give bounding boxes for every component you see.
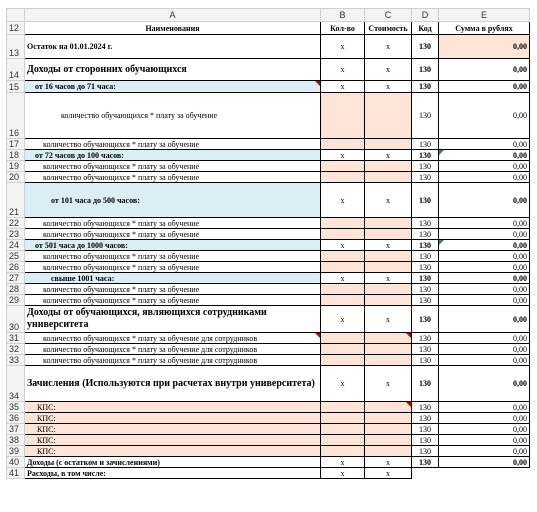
- qty-cell[interactable]: x: [321, 366, 365, 402]
- table-row: [7, 251, 530, 262]
- cost-cell[interactable]: [365, 161, 412, 172]
- table-row: [7, 93, 530, 139]
- qty-cell[interactable]: [321, 413, 365, 424]
- qty-cell[interactable]: [321, 402, 365, 413]
- cost-cell[interactable]: [365, 355, 412, 366]
- row-name-cell[interactable]: Доходы от сторонних обучающихся: [25, 59, 321, 81]
- qty-cell[interactable]: [321, 333, 365, 344]
- sum-cell[interactable]: 0,00: [439, 366, 530, 402]
- sum-cell[interactable]: 0,00: [439, 139, 530, 150]
- qty-cell[interactable]: x: [321, 59, 365, 81]
- row-number[interactable]: 32: [7, 344, 25, 355]
- table-row: [7, 59, 530, 81]
- column-header-a[interactable]: A: [25, 9, 321, 22]
- row-number[interactable]: 28: [7, 284, 25, 295]
- table-row: [7, 366, 530, 402]
- column-header-b[interactable]: B: [321, 9, 365, 22]
- table-row: [7, 344, 530, 355]
- code-cell[interactable]: 130: [412, 284, 439, 295]
- qty-cell[interactable]: [321, 161, 365, 172]
- cost-cell[interactable]: [365, 344, 412, 355]
- row-number[interactable]: 18: [7, 150, 25, 161]
- sum-cell[interactable]: 0,00: [439, 172, 530, 183]
- code-cell[interactable]: 130: [412, 183, 439, 218]
- table-row: [7, 183, 530, 218]
- budget-table: [6, 8, 530, 479]
- sum-cell[interactable]: 0,00: [439, 183, 530, 218]
- code-cell[interactable]: 130: [412, 333, 439, 344]
- row-number[interactable]: 30: [7, 306, 25, 333]
- sum-cell[interactable]: 0,00: [439, 35, 530, 59]
- sum-cell[interactable]: 0,00: [439, 333, 530, 344]
- cost-cell[interactable]: x: [365, 183, 412, 218]
- cost-cell[interactable]: [365, 93, 412, 139]
- cost-cell[interactable]: x: [365, 35, 412, 59]
- select-all-corner[interactable]: [7, 9, 25, 22]
- cost-cell[interactable]: [365, 435, 412, 446]
- sum-cell[interactable]: 0,00: [439, 424, 530, 435]
- column-header-d[interactable]: D: [412, 9, 439, 22]
- qty-cell[interactable]: [321, 251, 365, 262]
- sum-cell[interactable]: [439, 468, 530, 479]
- row-number[interactable]: 17: [7, 139, 25, 150]
- header-sum-cell[interactable]: Сумма в рублях: [439, 22, 530, 35]
- qty-cell[interactable]: x: [321, 240, 365, 251]
- table-row: [7, 273, 530, 284]
- row-name-cell[interactable]: количество обучающихся * плату за обучение для сотрудников: [25, 333, 321, 344]
- row-name-cell[interactable]: свыше 1001 часа:: [25, 273, 321, 284]
- cost-cell[interactable]: [365, 172, 412, 183]
- table-row: [7, 435, 530, 446]
- code-cell[interactable]: 130: [412, 240, 439, 251]
- table-row: [7, 161, 530, 172]
- qty-cell[interactable]: x: [321, 306, 365, 333]
- header-cost-cell[interactable]: Стоимость: [365, 22, 412, 35]
- sum-cell[interactable]: 0,00: [439, 435, 530, 446]
- qty-cell[interactable]: x: [321, 457, 365, 468]
- row-name-cell[interactable]: КПС:: [25, 435, 321, 446]
- sum-cell[interactable]: 0,00: [439, 446, 530, 457]
- qty-cell[interactable]: [321, 262, 365, 273]
- code-cell[interactable]: 130: [412, 424, 439, 435]
- sum-cell[interactable]: 0,00: [439, 457, 530, 468]
- cost-cell[interactable]: [365, 402, 412, 413]
- table-row: [7, 150, 530, 161]
- cost-cell[interactable]: x: [365, 366, 412, 402]
- qty-cell[interactable]: [321, 424, 365, 435]
- table-row: [7, 413, 530, 424]
- qty-cell[interactable]: [321, 139, 365, 150]
- header-name-cell[interactable]: Наименования: [25, 22, 321, 35]
- qty-cell[interactable]: x: [321, 81, 365, 93]
- row-name-cell[interactable]: от 16 часов до 71 часа:: [25, 81, 321, 93]
- row-number[interactable]: 37: [7, 424, 25, 435]
- sum-cell[interactable]: 0,00: [439, 93, 530, 139]
- column-header-row: [7, 9, 530, 22]
- row-number[interactable]: 20: [7, 172, 25, 183]
- code-cell[interactable]: 130: [412, 35, 439, 59]
- cost-cell[interactable]: [365, 229, 412, 240]
- table-row: [7, 457, 530, 468]
- sum-cell[interactable]: 0,00: [439, 150, 530, 161]
- sum-cell[interactable]: 0,00: [439, 229, 530, 240]
- qty-cell[interactable]: [321, 435, 365, 446]
- row-name-cell[interactable]: количество обучающихся * плату за обучение для сотрудников: [25, 355, 321, 366]
- sum-cell[interactable]: 0,00: [439, 344, 530, 355]
- row-name-cell[interactable]: количество обучающихся * плату за обучение: [25, 251, 321, 262]
- code-cell[interactable]: 130: [412, 150, 439, 161]
- cost-cell[interactable]: [365, 218, 412, 229]
- qty-cell[interactable]: x: [321, 35, 365, 59]
- qty-cell[interactable]: [321, 446, 365, 457]
- code-cell[interactable]: 130: [412, 306, 439, 333]
- column-header-e[interactable]: E: [439, 9, 530, 22]
- sum-cell[interactable]: 0,00: [439, 59, 530, 81]
- qty-cell[interactable]: [321, 93, 365, 139]
- row-name-cell[interactable]: количество обучающихся * плату за обучение: [25, 295, 321, 306]
- row-number[interactable]: 31: [7, 333, 25, 344]
- cost-cell[interactable]: x: [365, 306, 412, 333]
- sum-cell[interactable]: 0,00: [439, 402, 530, 413]
- code-cell[interactable]: 130: [412, 262, 439, 273]
- row-number[interactable]: 41: [7, 468, 25, 479]
- table-row: [7, 262, 530, 273]
- table-row: [7, 424, 530, 435]
- row-number[interactable]: 34: [7, 366, 25, 402]
- code-cell[interactable]: 130: [412, 457, 439, 468]
- sum-cell[interactable]: 0,00: [439, 284, 530, 295]
- sum-cell[interactable]: 0,00: [439, 295, 530, 306]
- cost-cell[interactable]: [365, 284, 412, 295]
- row-number[interactable]: 22: [7, 218, 25, 229]
- cost-cell[interactable]: [365, 446, 412, 457]
- code-cell[interactable]: 130: [412, 435, 439, 446]
- row-number[interactable]: 14: [7, 59, 25, 81]
- sum-cell[interactable]: 0,00: [439, 306, 530, 333]
- table-header-row: [7, 22, 530, 35]
- table-row: [7, 35, 530, 59]
- cost-cell[interactable]: x: [365, 81, 412, 93]
- sum-cell[interactable]: 0,00: [439, 262, 530, 273]
- row-number[interactable]: 24: [7, 240, 25, 251]
- row-name-cell[interactable]: количество обучающихся * плату за обучение: [25, 139, 321, 150]
- code-cell[interactable]: 130: [412, 93, 439, 139]
- table-row: [7, 295, 530, 306]
- row-number[interactable]: 13: [7, 35, 25, 59]
- row-name-cell[interactable]: от 501 часа до 1000 часов:: [25, 240, 321, 251]
- row-name-cell[interactable]: от 101 часа до 500 часов:: [25, 183, 321, 218]
- row-name-cell[interactable]: количество обучающихся * плату за обучение: [25, 93, 321, 139]
- code-cell[interactable]: 130: [412, 344, 439, 355]
- row-name-cell[interactable]: КПС:: [25, 402, 321, 413]
- row-name-cell[interactable]: Расходы, в том числе:: [25, 468, 321, 479]
- code-cell[interactable]: 130: [412, 172, 439, 183]
- table-row: [7, 229, 530, 240]
- spreadsheet: [6, 8, 530, 479]
- code-cell[interactable]: 130: [412, 218, 439, 229]
- table-row: [7, 81, 530, 93]
- code-cell[interactable]: 130: [412, 273, 439, 284]
- row-name-cell[interactable]: количество обучающихся * плату за обучение: [25, 229, 321, 240]
- row-number[interactable]: 36: [7, 413, 25, 424]
- row-name-cell[interactable]: от 72 часов до 100 часов:: [25, 150, 321, 161]
- header-code-cell[interactable]: Код: [412, 22, 439, 35]
- sum-cell[interactable]: 0,00: [439, 273, 530, 284]
- qty-cell[interactable]: x: [321, 150, 365, 161]
- cost-cell[interactable]: [365, 295, 412, 306]
- cost-cell[interactable]: [365, 333, 412, 344]
- row-name-cell[interactable]: количество обучающихся * плату за обучение: [25, 161, 321, 172]
- qty-cell[interactable]: [321, 284, 365, 295]
- table-row: [7, 333, 530, 344]
- row-name-cell[interactable]: количество обучающихся * плату за обучение: [25, 218, 321, 229]
- table-row: [7, 446, 530, 457]
- table-row: [7, 240, 530, 251]
- table-row: [7, 468, 530, 479]
- row-number[interactable]: 39: [7, 446, 25, 457]
- cost-cell[interactable]: x: [365, 240, 412, 251]
- cost-cell[interactable]: x: [365, 150, 412, 161]
- cost-cell[interactable]: [365, 262, 412, 273]
- sum-cell[interactable]: 0,00: [439, 81, 530, 93]
- row-number[interactable]: 27: [7, 273, 25, 284]
- sum-cell[interactable]: 0,00: [439, 355, 530, 366]
- row-number[interactable]: 26: [7, 262, 25, 273]
- sum-cell[interactable]: 0,00: [439, 218, 530, 229]
- qty-cell[interactable]: [321, 355, 365, 366]
- row-number[interactable]: 19: [7, 161, 25, 172]
- qty-cell[interactable]: [321, 344, 365, 355]
- row-number[interactable]: 16: [7, 93, 25, 139]
- code-cell[interactable]: 130: [412, 355, 439, 366]
- cost-cell[interactable]: x: [365, 59, 412, 81]
- cost-cell[interactable]: [365, 251, 412, 262]
- table-row: [7, 218, 530, 229]
- code-cell[interactable]: 130: [412, 413, 439, 424]
- qty-cell[interactable]: [321, 172, 365, 183]
- qty-cell[interactable]: [321, 229, 365, 240]
- row-number[interactable]: 29: [7, 295, 25, 306]
- row-name-cell[interactable]: количество обучающихся * плату за обучение: [25, 172, 321, 183]
- code-cell[interactable]: 130: [412, 59, 439, 81]
- sum-cell[interactable]: 0,00: [439, 161, 530, 172]
- code-cell[interactable]: 130: [412, 402, 439, 413]
- row-number[interactable]: 33: [7, 355, 25, 366]
- row-name-cell[interactable]: Зачисления (Используются при расчетах внутри университета): [25, 366, 321, 402]
- code-cell[interactable]: 130: [412, 295, 439, 306]
- qty-cell[interactable]: [321, 295, 365, 306]
- row-name-cell[interactable]: КПС:: [25, 424, 321, 435]
- qty-cell[interactable]: x: [321, 468, 365, 479]
- sum-cell[interactable]: 0,00: [439, 240, 530, 251]
- column-header-c[interactable]: C: [365, 9, 412, 22]
- code-cell[interactable]: 130: [412, 81, 439, 93]
- qty-cell[interactable]: x: [321, 183, 365, 218]
- cost-cell[interactable]: [365, 413, 412, 424]
- code-cell[interactable]: 130: [412, 229, 439, 240]
- row-number[interactable]: 21: [7, 183, 25, 218]
- qty-cell[interactable]: [321, 218, 365, 229]
- table-row: [7, 172, 530, 183]
- row-number[interactable]: 38: [7, 435, 25, 446]
- code-cell[interactable]: 130: [412, 446, 439, 457]
- table-row: [7, 139, 530, 150]
- row-name-cell[interactable]: КПС:: [25, 446, 321, 457]
- row-name-cell[interactable]: Доходы от обучающихся, являющихся сотрудниками университета: [25, 306, 321, 333]
- row-name-cell[interactable]: количество обучающихся * плату за обучение: [25, 284, 321, 295]
- cost-cell[interactable]: x: [365, 273, 412, 284]
- row-number[interactable]: 15: [7, 81, 25, 93]
- cost-cell[interactable]: [365, 424, 412, 435]
- qty-cell[interactable]: x: [321, 273, 365, 284]
- code-cell[interactable]: 130: [412, 139, 439, 150]
- table-row: [7, 355, 530, 366]
- row-number[interactable]: 12: [7, 22, 25, 35]
- row-number[interactable]: 23: [7, 229, 25, 240]
- cost-cell[interactable]: x: [365, 468, 412, 479]
- row-number[interactable]: 40: [7, 457, 25, 468]
- code-cell[interactable]: 130: [412, 366, 439, 402]
- row-number[interactable]: 25: [7, 251, 25, 262]
- row-name-cell[interactable]: количество обучающихся * плату за обучение: [25, 262, 321, 273]
- table-row: [7, 306, 530, 333]
- code-cell[interactable]: 130: [412, 161, 439, 172]
- cost-cell[interactable]: x: [365, 457, 412, 468]
- header-qty-cell[interactable]: Кол-во: [321, 22, 365, 35]
- code-cell[interactable]: 130: [412, 251, 439, 262]
- row-name-cell[interactable]: Остаток на 01.01.2024 г.: [25, 35, 321, 59]
- table-row: [7, 284, 530, 295]
- row-name-cell[interactable]: Доходы (с остатком и зачислениями): [25, 457, 321, 468]
- cost-cell[interactable]: [365, 139, 412, 150]
- table-row: [7, 402, 530, 413]
- row-name-cell[interactable]: КПС:: [25, 413, 321, 424]
- row-name-cell[interactable]: количество обучающихся * плату за обучение для сотрудников: [25, 344, 321, 355]
- code-cell[interactable]: [412, 468, 439, 479]
- sum-cell[interactable]: 0,00: [439, 251, 530, 262]
- sum-cell[interactable]: 0,00: [439, 413, 530, 424]
- row-number[interactable]: 35: [7, 402, 25, 413]
